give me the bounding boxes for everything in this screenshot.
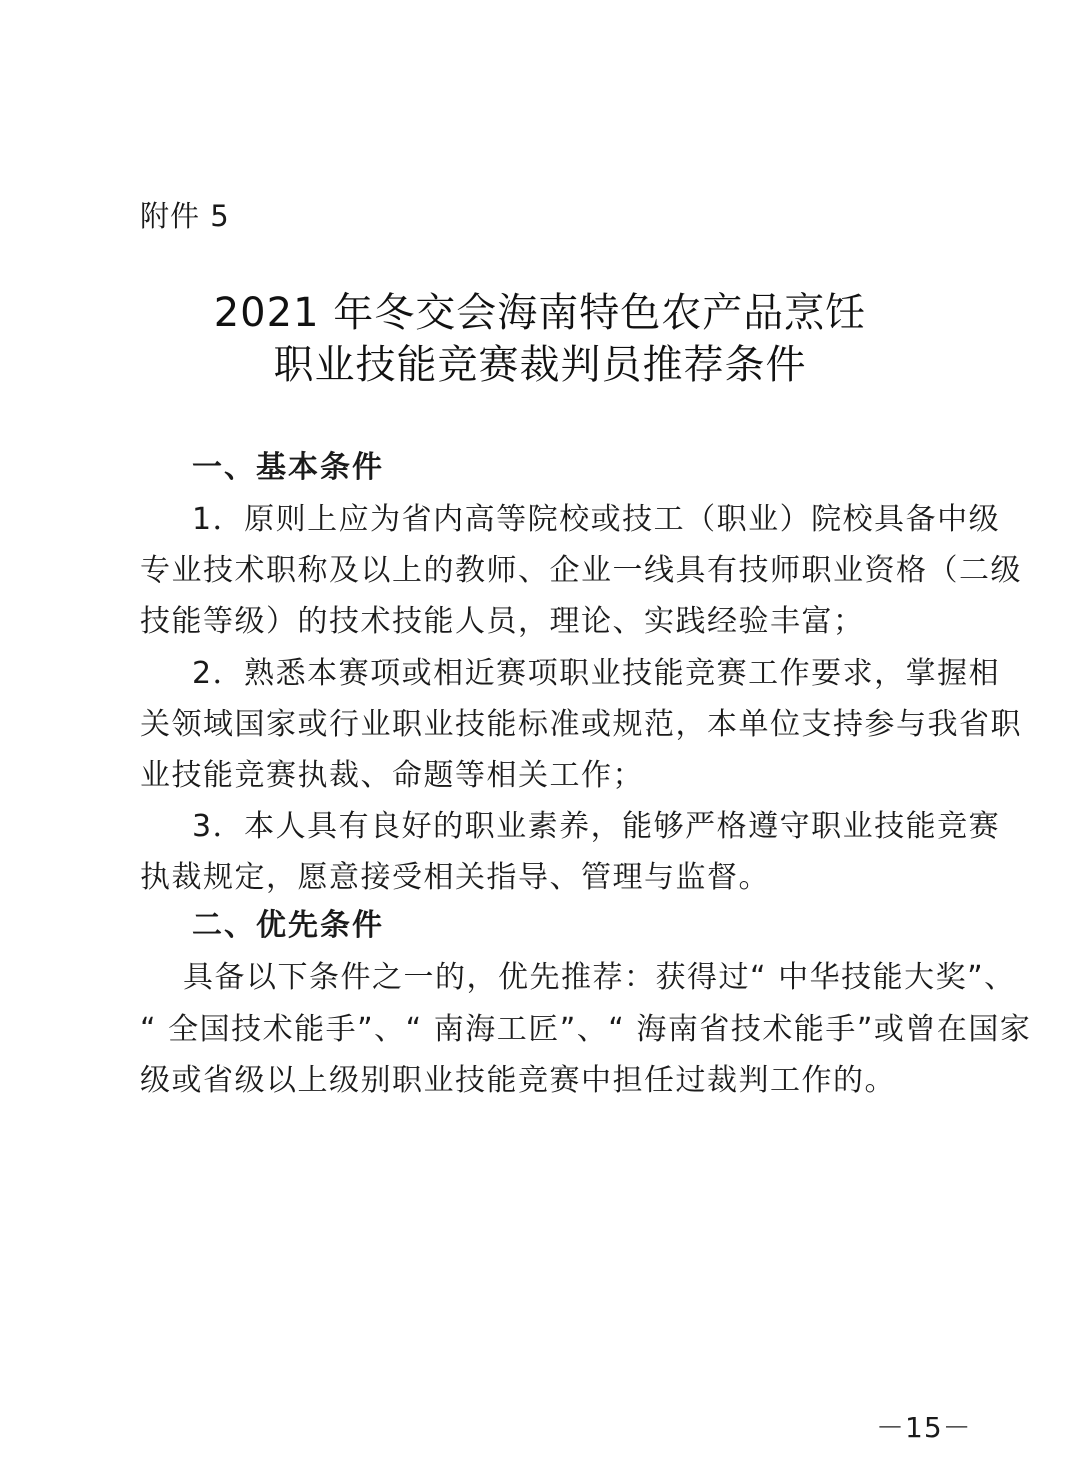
item2-line-1: 2．熟悉本赛项或相近赛项职业技能竞赛工作要求，掌握相: [192, 656, 1001, 691]
attachment-label: 附件 5: [140, 199, 230, 233]
section-heading-priority: 二、优先条件: [192, 908, 384, 943]
item3-line-1: 3．本人具有良好的职业素养，能够严格遵守职业技能竞赛: [192, 809, 1001, 844]
section-heading-basic: 一、基本条件: [192, 450, 384, 485]
item2-line-2: 关领域国家或行业职业技能标准或规范，本单位支持参与我省职: [140, 707, 1022, 742]
item2-line-3: 业技能竞赛执裁、命题等相关工作；: [140, 758, 644, 793]
document-title-line-2: 职业技能竞赛裁判员推荐条件: [273, 342, 807, 388]
document-title-line-1: 2021 年冬交会海南特色农产品烹饪: [213, 290, 867, 336]
priority-line-1: 具备以下条件之一的，优先推荐：获得过“ 中华技能大奖”、: [183, 960, 1016, 995]
item1-line-3: 技能等级）的技术技能人员，理论、实践经验丰富；: [140, 604, 865, 639]
priority-line-2: “ 全国技术能手”、“ 南海工匠”、“ 海南省技术能手”或曾在国家: [140, 1012, 1032, 1047]
priority-line-3: 级或省级以上级别职业技能竞赛中担任过裁判工作的。: [140, 1063, 896, 1098]
item3-line-2: 执裁规定，愿意接受相关指导、管理与监督。: [140, 860, 770, 895]
page-number: －15－: [876, 1411, 972, 1444]
item1-line-2: 专业技术职称及以上的教师、企业一线具有技师职业资格（二级: [140, 553, 1022, 588]
item1-line-1: 1．原则上应为省内高等院校或技工（职业）院校具备中级: [192, 502, 1001, 537]
